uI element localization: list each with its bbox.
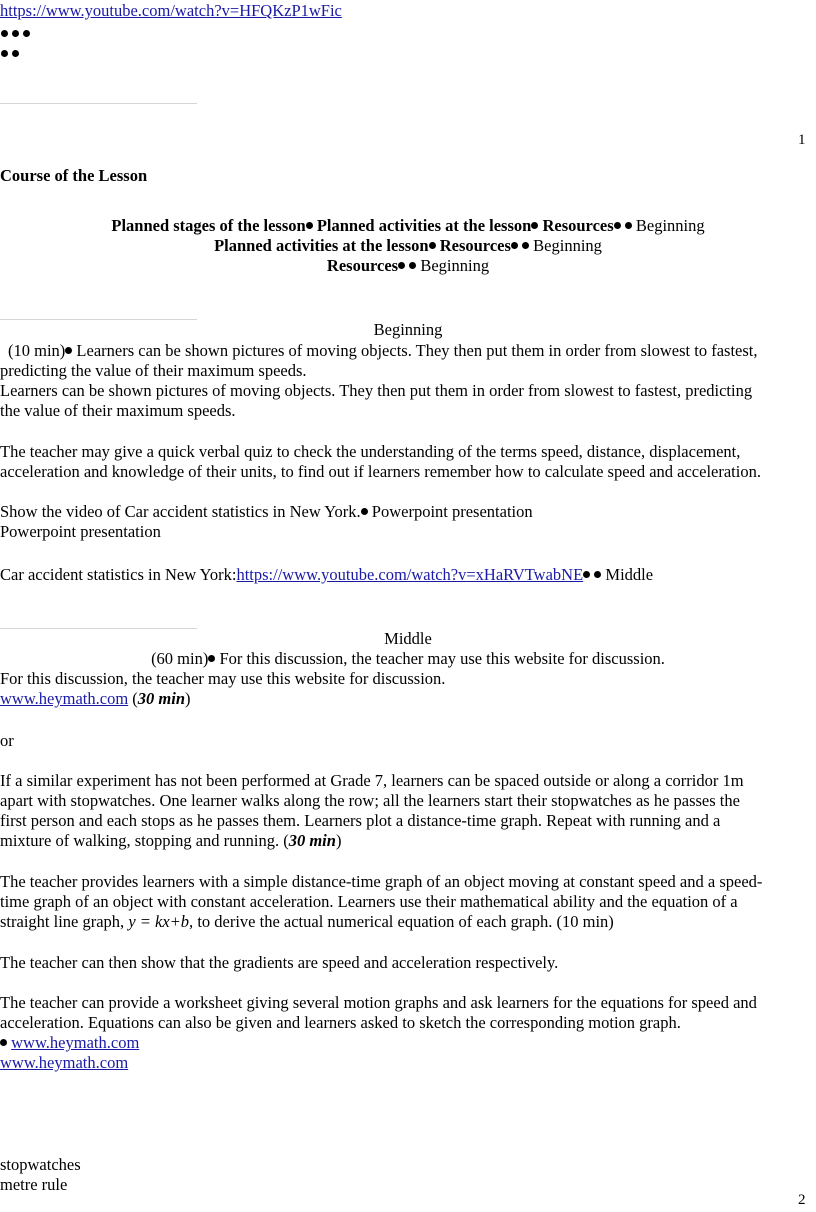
website-link[interactable]: www.heymath.com — [0, 1053, 129, 1072]
graph-text-end: to derive the actual numerical equation of each graph. (10 min) — [193, 912, 614, 931]
graph-text: straight line graph, — [0, 912, 129, 931]
page-number: 1 — [798, 132, 806, 148]
website-link[interactable]: www.heymath.com — [11, 1033, 140, 1052]
or-line: or — [0, 731, 14, 750]
worksheet-line-1: The teacher can provide a worksheet giving several motion graphs and ask learners for the equations for speed and — [0, 993, 757, 1012]
experiment-line-2: apart with stopwatches. One learner walks along the row; all the learners start their stopwatches as he passes the — [0, 791, 740, 810]
table-header-row-2 — [0, 236, 816, 256]
quiz-line-2: acceleration and knowledge of their units, to find out if learners remember how to calculate speed and acceleration. — [0, 462, 761, 481]
page-number: 2 — [798, 1192, 806, 1208]
bullet-icon — [1, 50, 8, 57]
website-line-2 — [0, 1053, 128, 1073]
experiment-line-4: mixture of walking, stopping and running. (30 min) — [0, 831, 342, 850]
middle-title: Middle — [384, 629, 432, 648]
graph-line-3 — [0, 912, 614, 932]
separator — [0, 103, 197, 104]
bullet-icon — [361, 508, 368, 515]
bullet-icon — [12, 50, 19, 57]
experiment-line-3: first person and each stops as he passes them. Learners plot a distance-time graph. Repeat with running and a — [0, 811, 721, 830]
stats-link[interactable]: https://www.youtube.com/watch?v=xHaRVTwabNE — [236, 565, 584, 584]
bullet-icon — [511, 242, 518, 249]
beginning-activity-line-1 — [8, 341, 758, 361]
worksheet-line-2: acceleration. Equations can also be given and learners asked to sketch the corresponding motion graph. — [0, 1013, 681, 1032]
middle-discussion: For this discussion, the teacher may use this website for discussion. — [219, 649, 665, 668]
top-video-link[interactable] — [0, 1, 342, 21]
resource-text: Powerpoint presentation — [371, 502, 533, 521]
beginning-time: (10 min) — [8, 341, 66, 360]
bullet-icon — [0, 1039, 7, 1046]
next-stage: Middle — [605, 565, 654, 584]
bullet-icon — [306, 222, 313, 229]
resource-line: Powerpoint presentation — [0, 522, 161, 541]
graph-line-2: time graph of an object with constant acceleration. Learners use their mathematical ability and the equation of a — [0, 892, 738, 911]
bullet-icon — [12, 30, 19, 37]
section-heading: Course of the Lesson — [0, 166, 148, 185]
video-link-text[interactable]: https://www.youtube.com/watch?v=HFQKzP1wFic — [0, 1, 342, 20]
header-activities: Planned activities at the lesson — [214, 236, 429, 255]
middle-time: (60 min) — [151, 649, 209, 668]
bullet-icon — [429, 242, 436, 249]
header-resources: Resources — [542, 216, 614, 235]
bullet-icon — [531, 222, 538, 229]
stats-line — [0, 565, 653, 585]
gradients-line: The teacher can then show that the gradients are speed and acceleration respectively. — [0, 953, 559, 972]
website-link[interactable]: www.heymath.com — [0, 689, 129, 708]
header-resources: Resources — [439, 236, 511, 255]
middle-time-line — [0, 649, 816, 669]
bullet-icon — [23, 30, 30, 37]
bullet-icon — [1, 30, 8, 37]
bullet-icon — [522, 242, 529, 249]
bullet-icon — [65, 347, 72, 354]
beginning-repeat-line-1: Learners can be shown pictures of moving objects. They then put them in order from slowest to fastest, predicting — [0, 381, 753, 400]
stats-label: Car accident statistics in New York: — [0, 565, 237, 584]
header-stage: Beginning — [635, 216, 705, 235]
header-activities: Planned activities at the lesson — [316, 216, 532, 235]
header-stages: Planned stages of the lesson — [111, 216, 306, 235]
header-stage: Beginning — [420, 256, 490, 275]
video-line — [0, 502, 533, 522]
website-bullet-line — [0, 1033, 139, 1053]
graph-line-1: The teacher provides learners with a simple distance-time graph of an object moving at constant speed and a speed- — [0, 872, 763, 891]
video-text: Show the video of Car accident statistics in New York. — [0, 502, 361, 521]
bullet-icon — [398, 262, 405, 269]
resource-stopwatches: stopwatches — [0, 1155, 81, 1174]
resource-metre-rule: metre rule — [0, 1175, 68, 1194]
duration-30: 30 min — [288, 831, 336, 850]
header-resources: Resources — [326, 256, 399, 275]
bullet-icon — [583, 571, 590, 578]
bullet-row — [1, 24, 30, 44]
header-stage: Beginning — [533, 236, 602, 255]
experiment-text: mixture of walking, stopping and running. ( — [0, 831, 289, 850]
beginning-repeat-line-2: the value of their maximum speeds. — [0, 401, 236, 420]
experiment-line-1: If a similar experiment has not been performed at Grade 7, learners can be spaced outside or along a corridor 1m — [0, 771, 744, 790]
duration-30: 30 min — [137, 689, 186, 708]
website-line: www.heymath.com (30 min) — [0, 689, 191, 708]
table-header-row-1 — [0, 216, 816, 236]
bullet-row — [1, 44, 19, 64]
beginning-title: Beginning — [373, 320, 443, 339]
bullet-icon — [594, 571, 601, 578]
quiz-line-1: The teacher may give a quick verbal quiz to check the understanding of the terms speed, distance, displacement, — [0, 442, 741, 461]
beginning-activity-line-2: predicting the value of their maximum speeds. — [0, 361, 307, 380]
beginning-activity: Learners can be shown pictures of moving objects. They then put them in order from slowest to fastest, — [76, 341, 758, 360]
bullet-icon — [625, 222, 632, 229]
discussion-line: For this discussion, the teacher may use this website for discussion. — [0, 669, 446, 688]
bullet-icon — [208, 655, 215, 662]
bullet-icon — [614, 222, 621, 229]
line-equation: y = kx+b, — [128, 912, 194, 931]
table-header-row-3 — [0, 256, 816, 276]
bullet-icon — [409, 262, 416, 269]
